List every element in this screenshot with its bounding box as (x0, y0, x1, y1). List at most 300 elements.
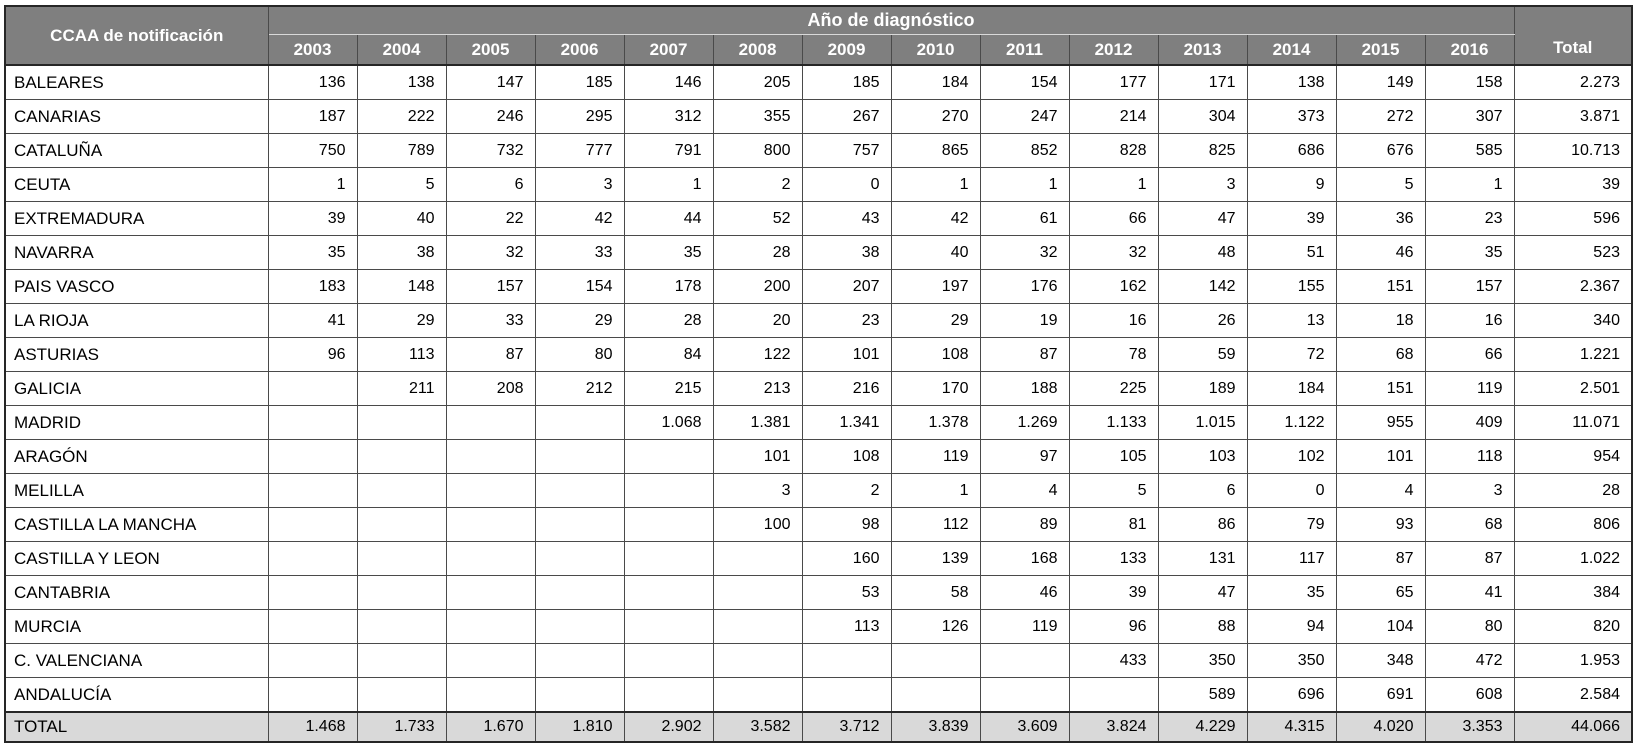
value-cell: 122 (713, 338, 802, 372)
table-row (5, 202, 1632, 236)
column-total-cell: 4.229 (1158, 712, 1247, 742)
value-cell: 28 (713, 236, 802, 270)
value-cell: 39 (1069, 576, 1158, 610)
value-cell (713, 610, 802, 644)
value-cell (624, 440, 713, 474)
column-total-cell: 3.824 (1069, 712, 1158, 742)
value-cell (446, 406, 535, 440)
value-cell: 350 (1158, 644, 1247, 678)
table-row (5, 576, 1632, 610)
value-cell (357, 576, 446, 610)
row-total-cell: 10.713 (1514, 134, 1632, 168)
value-cell: 197 (891, 270, 980, 304)
value-cell: 2 (713, 168, 802, 202)
value-cell: 58 (891, 576, 980, 610)
value-cell: 105 (1069, 440, 1158, 474)
value-cell (891, 644, 980, 678)
value-cell: 96 (268, 338, 357, 372)
value-cell: 41 (1425, 576, 1514, 610)
region-name: BALEARES (5, 65, 268, 100)
value-cell: 1.015 (1158, 406, 1247, 440)
region-name: GALICIA (5, 372, 268, 406)
value-cell: 126 (891, 610, 980, 644)
value-cell (357, 542, 446, 576)
value-cell: 113 (802, 610, 891, 644)
value-cell: 32 (446, 236, 535, 270)
value-cell: 48 (1158, 236, 1247, 270)
value-cell: 1.269 (980, 406, 1069, 440)
column-total-cell: 1.810 (535, 712, 624, 742)
value-cell: 3 (1425, 474, 1514, 508)
value-cell (535, 678, 624, 713)
value-cell: 585 (1425, 134, 1514, 168)
value-cell: 247 (980, 100, 1069, 134)
value-cell: 112 (891, 508, 980, 542)
value-cell: 176 (980, 270, 1069, 304)
value-cell: 22 (446, 202, 535, 236)
value-cell: 865 (891, 134, 980, 168)
value-cell: 185 (802, 65, 891, 100)
value-cell: 26 (1158, 304, 1247, 338)
table-row (5, 610, 1632, 644)
value-cell (446, 474, 535, 508)
value-cell (357, 508, 446, 542)
value-cell: 66 (1425, 338, 1514, 372)
value-cell: 18 (1336, 304, 1425, 338)
value-cell: 225 (1069, 372, 1158, 406)
value-cell: 1 (1425, 168, 1514, 202)
value-cell: 40 (357, 202, 446, 236)
value-cell: 42 (891, 202, 980, 236)
value-cell: 23 (1425, 202, 1514, 236)
region-name: CANARIAS (5, 100, 268, 134)
value-cell: 136 (268, 65, 357, 100)
region-name: C. VALENCIANA (5, 644, 268, 678)
table-row (5, 508, 1632, 542)
region-name: MURCIA (5, 610, 268, 644)
value-cell: 205 (713, 65, 802, 100)
table-row (5, 678, 1632, 713)
table-row (5, 100, 1632, 134)
value-cell: 608 (1425, 678, 1514, 713)
row-total-cell: 596 (1514, 202, 1632, 236)
region-name: PAIS VASCO (5, 270, 268, 304)
value-cell: 791 (624, 134, 713, 168)
row-total-cell: 2.584 (1514, 678, 1632, 713)
value-cell: 20 (713, 304, 802, 338)
value-cell: 47 (1158, 202, 1247, 236)
value-cell (268, 474, 357, 508)
value-cell (357, 610, 446, 644)
value-cell: 103 (1158, 440, 1247, 474)
value-cell: 42 (535, 202, 624, 236)
value-cell: 102 (1247, 440, 1336, 474)
value-cell (713, 576, 802, 610)
value-cell: 16 (1069, 304, 1158, 338)
value-cell: 214 (1069, 100, 1158, 134)
value-cell: 93 (1336, 508, 1425, 542)
row-total-cell: 1.953 (1514, 644, 1632, 678)
value-cell (535, 440, 624, 474)
table-header (5, 6, 1632, 65)
value-cell: 39 (1247, 202, 1336, 236)
table-row (5, 406, 1632, 440)
value-cell: 185 (535, 65, 624, 100)
region-name: CATALUÑA (5, 134, 268, 168)
value-cell: 215 (624, 372, 713, 406)
corner-header: CCAA de notificación (5, 6, 268, 65)
value-cell: 23 (802, 304, 891, 338)
year-header-2011: 2011 (980, 35, 1069, 66)
value-cell: 119 (980, 610, 1069, 644)
value-cell: 800 (713, 134, 802, 168)
value-cell (357, 644, 446, 678)
value-cell: 160 (802, 542, 891, 576)
region-name: CANTABRIA (5, 576, 268, 610)
total-column-header: Total (1514, 6, 1632, 65)
value-cell (357, 678, 446, 713)
year-header-2013: 2013 (1158, 35, 1247, 66)
value-cell: 154 (980, 65, 1069, 100)
region-name: CEUTA (5, 168, 268, 202)
value-cell (357, 406, 446, 440)
value-cell: 89 (980, 508, 1069, 542)
year-header-2005: 2005 (446, 35, 535, 66)
value-cell: 189 (1158, 372, 1247, 406)
value-cell: 184 (1247, 372, 1336, 406)
value-cell: 119 (891, 440, 980, 474)
value-cell (268, 644, 357, 678)
region-name: ASTURIAS (5, 338, 268, 372)
value-cell: 732 (446, 134, 535, 168)
year-header-2009: 2009 (802, 35, 891, 66)
column-total-cell: 3.353 (1425, 712, 1514, 742)
value-cell: 59 (1158, 338, 1247, 372)
table-row (5, 474, 1632, 508)
value-cell: 213 (713, 372, 802, 406)
value-cell: 61 (980, 202, 1069, 236)
value-cell: 33 (446, 304, 535, 338)
value-cell (624, 576, 713, 610)
value-cell: 1 (891, 168, 980, 202)
value-cell (268, 406, 357, 440)
column-total-cell: 4.020 (1336, 712, 1425, 742)
region-name: ARAGÓN (5, 440, 268, 474)
value-cell: 51 (1247, 236, 1336, 270)
value-cell (624, 610, 713, 644)
row-total-cell: 954 (1514, 440, 1632, 474)
value-cell: 409 (1425, 406, 1514, 440)
value-cell: 350 (1247, 644, 1336, 678)
value-cell: 53 (802, 576, 891, 610)
value-cell: 750 (268, 134, 357, 168)
column-total-cell: 3.582 (713, 712, 802, 742)
value-cell: 87 (1425, 542, 1514, 576)
region-name: CASTILLA LA MANCHA (5, 508, 268, 542)
value-cell: 35 (624, 236, 713, 270)
year-header-2007: 2007 (624, 35, 713, 66)
value-cell: 38 (802, 236, 891, 270)
value-cell: 33 (535, 236, 624, 270)
value-cell: 36 (1336, 202, 1425, 236)
value-cell: 1 (624, 168, 713, 202)
value-cell: 171 (1158, 65, 1247, 100)
value-cell: 307 (1425, 100, 1514, 134)
value-cell: 472 (1425, 644, 1514, 678)
value-cell (535, 644, 624, 678)
value-cell (535, 406, 624, 440)
row-total-cell: 11.071 (1514, 406, 1632, 440)
value-cell (268, 576, 357, 610)
value-cell: 35 (1247, 576, 1336, 610)
value-cell: 211 (357, 372, 446, 406)
value-cell (802, 644, 891, 678)
table-row (5, 304, 1632, 338)
value-cell (535, 508, 624, 542)
value-cell: 94 (1247, 610, 1336, 644)
ccaa-diagnostico-table (4, 5, 1633, 743)
value-cell: 46 (980, 576, 1069, 610)
value-cell (535, 474, 624, 508)
value-cell: 80 (1425, 610, 1514, 644)
value-cell: 9 (1247, 168, 1336, 202)
value-cell (624, 644, 713, 678)
value-cell (891, 678, 980, 713)
value-cell: 676 (1336, 134, 1425, 168)
value-cell (802, 678, 891, 713)
value-cell: 1.122 (1247, 406, 1336, 440)
column-total-cell: 3.839 (891, 712, 980, 742)
column-total-cell: 1.468 (268, 712, 357, 742)
value-cell: 355 (713, 100, 802, 134)
value-cell (624, 474, 713, 508)
value-cell (268, 542, 357, 576)
value-cell: 146 (624, 65, 713, 100)
value-cell: 1.378 (891, 406, 980, 440)
value-cell (446, 508, 535, 542)
value-cell: 304 (1158, 100, 1247, 134)
value-cell: 88 (1158, 610, 1247, 644)
value-cell: 101 (713, 440, 802, 474)
grand-total-row (5, 712, 1632, 742)
value-cell (446, 542, 535, 576)
value-cell: 184 (891, 65, 980, 100)
year-header-2006: 2006 (535, 35, 624, 66)
region-name: MADRID (5, 406, 268, 440)
value-cell: 777 (535, 134, 624, 168)
value-cell: 208 (446, 372, 535, 406)
value-cell: 433 (1069, 644, 1158, 678)
value-cell: 6 (1158, 474, 1247, 508)
value-cell: 188 (980, 372, 1069, 406)
value-cell: 312 (624, 100, 713, 134)
value-cell: 4 (1336, 474, 1425, 508)
value-cell: 86 (1158, 508, 1247, 542)
value-cell: 101 (802, 338, 891, 372)
value-cell: 79 (1247, 508, 1336, 542)
value-cell: 72 (1247, 338, 1336, 372)
value-cell: 183 (268, 270, 357, 304)
year-header-2014: 2014 (1247, 35, 1336, 66)
value-cell: 1 (1069, 168, 1158, 202)
value-cell: 852 (980, 134, 1069, 168)
value-cell (268, 610, 357, 644)
value-cell (535, 576, 624, 610)
value-cell: 148 (357, 270, 446, 304)
value-cell (268, 678, 357, 713)
value-cell: 35 (268, 236, 357, 270)
table-row (5, 270, 1632, 304)
grand-total-cell: 44.066 (1514, 712, 1632, 742)
value-cell (535, 542, 624, 576)
value-cell: 44 (624, 202, 713, 236)
value-cell: 757 (802, 134, 891, 168)
row-total-cell: 384 (1514, 576, 1632, 610)
table-row (5, 372, 1632, 406)
value-cell (535, 610, 624, 644)
value-cell: 81 (1069, 508, 1158, 542)
value-cell: 87 (446, 338, 535, 372)
row-total-cell: 806 (1514, 508, 1632, 542)
value-cell: 825 (1158, 134, 1247, 168)
value-cell: 96 (1069, 610, 1158, 644)
year-group-header: Año de diagnóstico (268, 6, 1514, 35)
value-cell: 151 (1336, 372, 1425, 406)
table-row (5, 134, 1632, 168)
region-name: ANDALUCÍA (5, 678, 268, 713)
value-cell (624, 678, 713, 713)
value-cell: 78 (1069, 338, 1158, 372)
value-cell (446, 440, 535, 474)
value-cell: 113 (357, 338, 446, 372)
value-cell: 100 (713, 508, 802, 542)
column-total-cell: 1.733 (357, 712, 446, 742)
value-cell: 0 (802, 168, 891, 202)
year-header-2010: 2010 (891, 35, 980, 66)
row-total-cell: 1.022 (1514, 542, 1632, 576)
value-cell: 1 (980, 168, 1069, 202)
value-cell: 1.381 (713, 406, 802, 440)
value-cell: 87 (980, 338, 1069, 372)
value-cell (713, 678, 802, 713)
value-cell: 104 (1336, 610, 1425, 644)
region-name: NAVARRA (5, 236, 268, 270)
region-name: LA RIOJA (5, 304, 268, 338)
value-cell: 138 (1247, 65, 1336, 100)
value-cell: 32 (1069, 236, 1158, 270)
value-cell: 47 (1158, 576, 1247, 610)
value-cell (624, 542, 713, 576)
value-cell: 117 (1247, 542, 1336, 576)
value-cell: 157 (1425, 270, 1514, 304)
value-cell: 40 (891, 236, 980, 270)
value-cell: 200 (713, 270, 802, 304)
value-cell (268, 440, 357, 474)
value-cell: 955 (1336, 406, 1425, 440)
value-cell: 157 (446, 270, 535, 304)
value-cell: 295 (535, 100, 624, 134)
value-cell: 19 (980, 304, 1069, 338)
value-cell: 138 (357, 65, 446, 100)
value-cell: 66 (1069, 202, 1158, 236)
value-cell: 1 (891, 474, 980, 508)
value-cell: 696 (1247, 678, 1336, 713)
value-cell: 41 (268, 304, 357, 338)
value-cell: 43 (802, 202, 891, 236)
value-cell: 38 (357, 236, 446, 270)
value-cell (980, 678, 1069, 713)
year-header-2003: 2003 (268, 35, 357, 66)
value-cell: 0 (1247, 474, 1336, 508)
value-cell: 212 (535, 372, 624, 406)
value-cell: 119 (1425, 372, 1514, 406)
value-cell: 178 (624, 270, 713, 304)
region-name: EXTREMADURA (5, 202, 268, 236)
value-cell (1069, 678, 1158, 713)
value-cell: 158 (1425, 65, 1514, 100)
value-cell: 65 (1336, 576, 1425, 610)
value-cell (446, 610, 535, 644)
value-cell (624, 508, 713, 542)
value-cell: 216 (802, 372, 891, 406)
value-cell: 118 (1425, 440, 1514, 474)
value-cell: 154 (535, 270, 624, 304)
value-cell: 68 (1336, 338, 1425, 372)
table-row (5, 644, 1632, 678)
value-cell: 1.341 (802, 406, 891, 440)
value-cell: 39 (268, 202, 357, 236)
value-cell (713, 542, 802, 576)
row-total-cell: 340 (1514, 304, 1632, 338)
value-cell: 373 (1247, 100, 1336, 134)
value-cell: 2 (802, 474, 891, 508)
year-header-2012: 2012 (1069, 35, 1158, 66)
value-cell: 246 (446, 100, 535, 134)
value-cell: 28 (624, 304, 713, 338)
value-cell: 1.133 (1069, 406, 1158, 440)
value-cell: 108 (802, 440, 891, 474)
value-cell: 98 (802, 508, 891, 542)
value-cell: 170 (891, 372, 980, 406)
value-cell: 155 (1247, 270, 1336, 304)
row-total-cell: 28 (1514, 474, 1632, 508)
value-cell (446, 576, 535, 610)
value-cell: 5 (357, 168, 446, 202)
value-cell (446, 678, 535, 713)
row-total-cell: 820 (1514, 610, 1632, 644)
table-row (5, 542, 1632, 576)
value-cell: 29 (535, 304, 624, 338)
value-cell: 5 (1336, 168, 1425, 202)
value-cell: 133 (1069, 542, 1158, 576)
row-total-cell: 3.871 (1514, 100, 1632, 134)
group-header-row (5, 6, 1632, 35)
value-cell: 84 (624, 338, 713, 372)
value-cell: 131 (1158, 542, 1247, 576)
value-cell: 142 (1158, 270, 1247, 304)
value-cell (268, 508, 357, 542)
value-cell: 1 (268, 168, 357, 202)
row-total-cell: 2.501 (1514, 372, 1632, 406)
value-cell: 29 (891, 304, 980, 338)
value-cell: 147 (446, 65, 535, 100)
value-cell: 187 (268, 100, 357, 134)
region-name: CASTILLA Y LEON (5, 542, 268, 576)
value-cell: 3 (535, 168, 624, 202)
table-row (5, 168, 1632, 202)
value-cell: 5 (1069, 474, 1158, 508)
value-cell: 16 (1425, 304, 1514, 338)
